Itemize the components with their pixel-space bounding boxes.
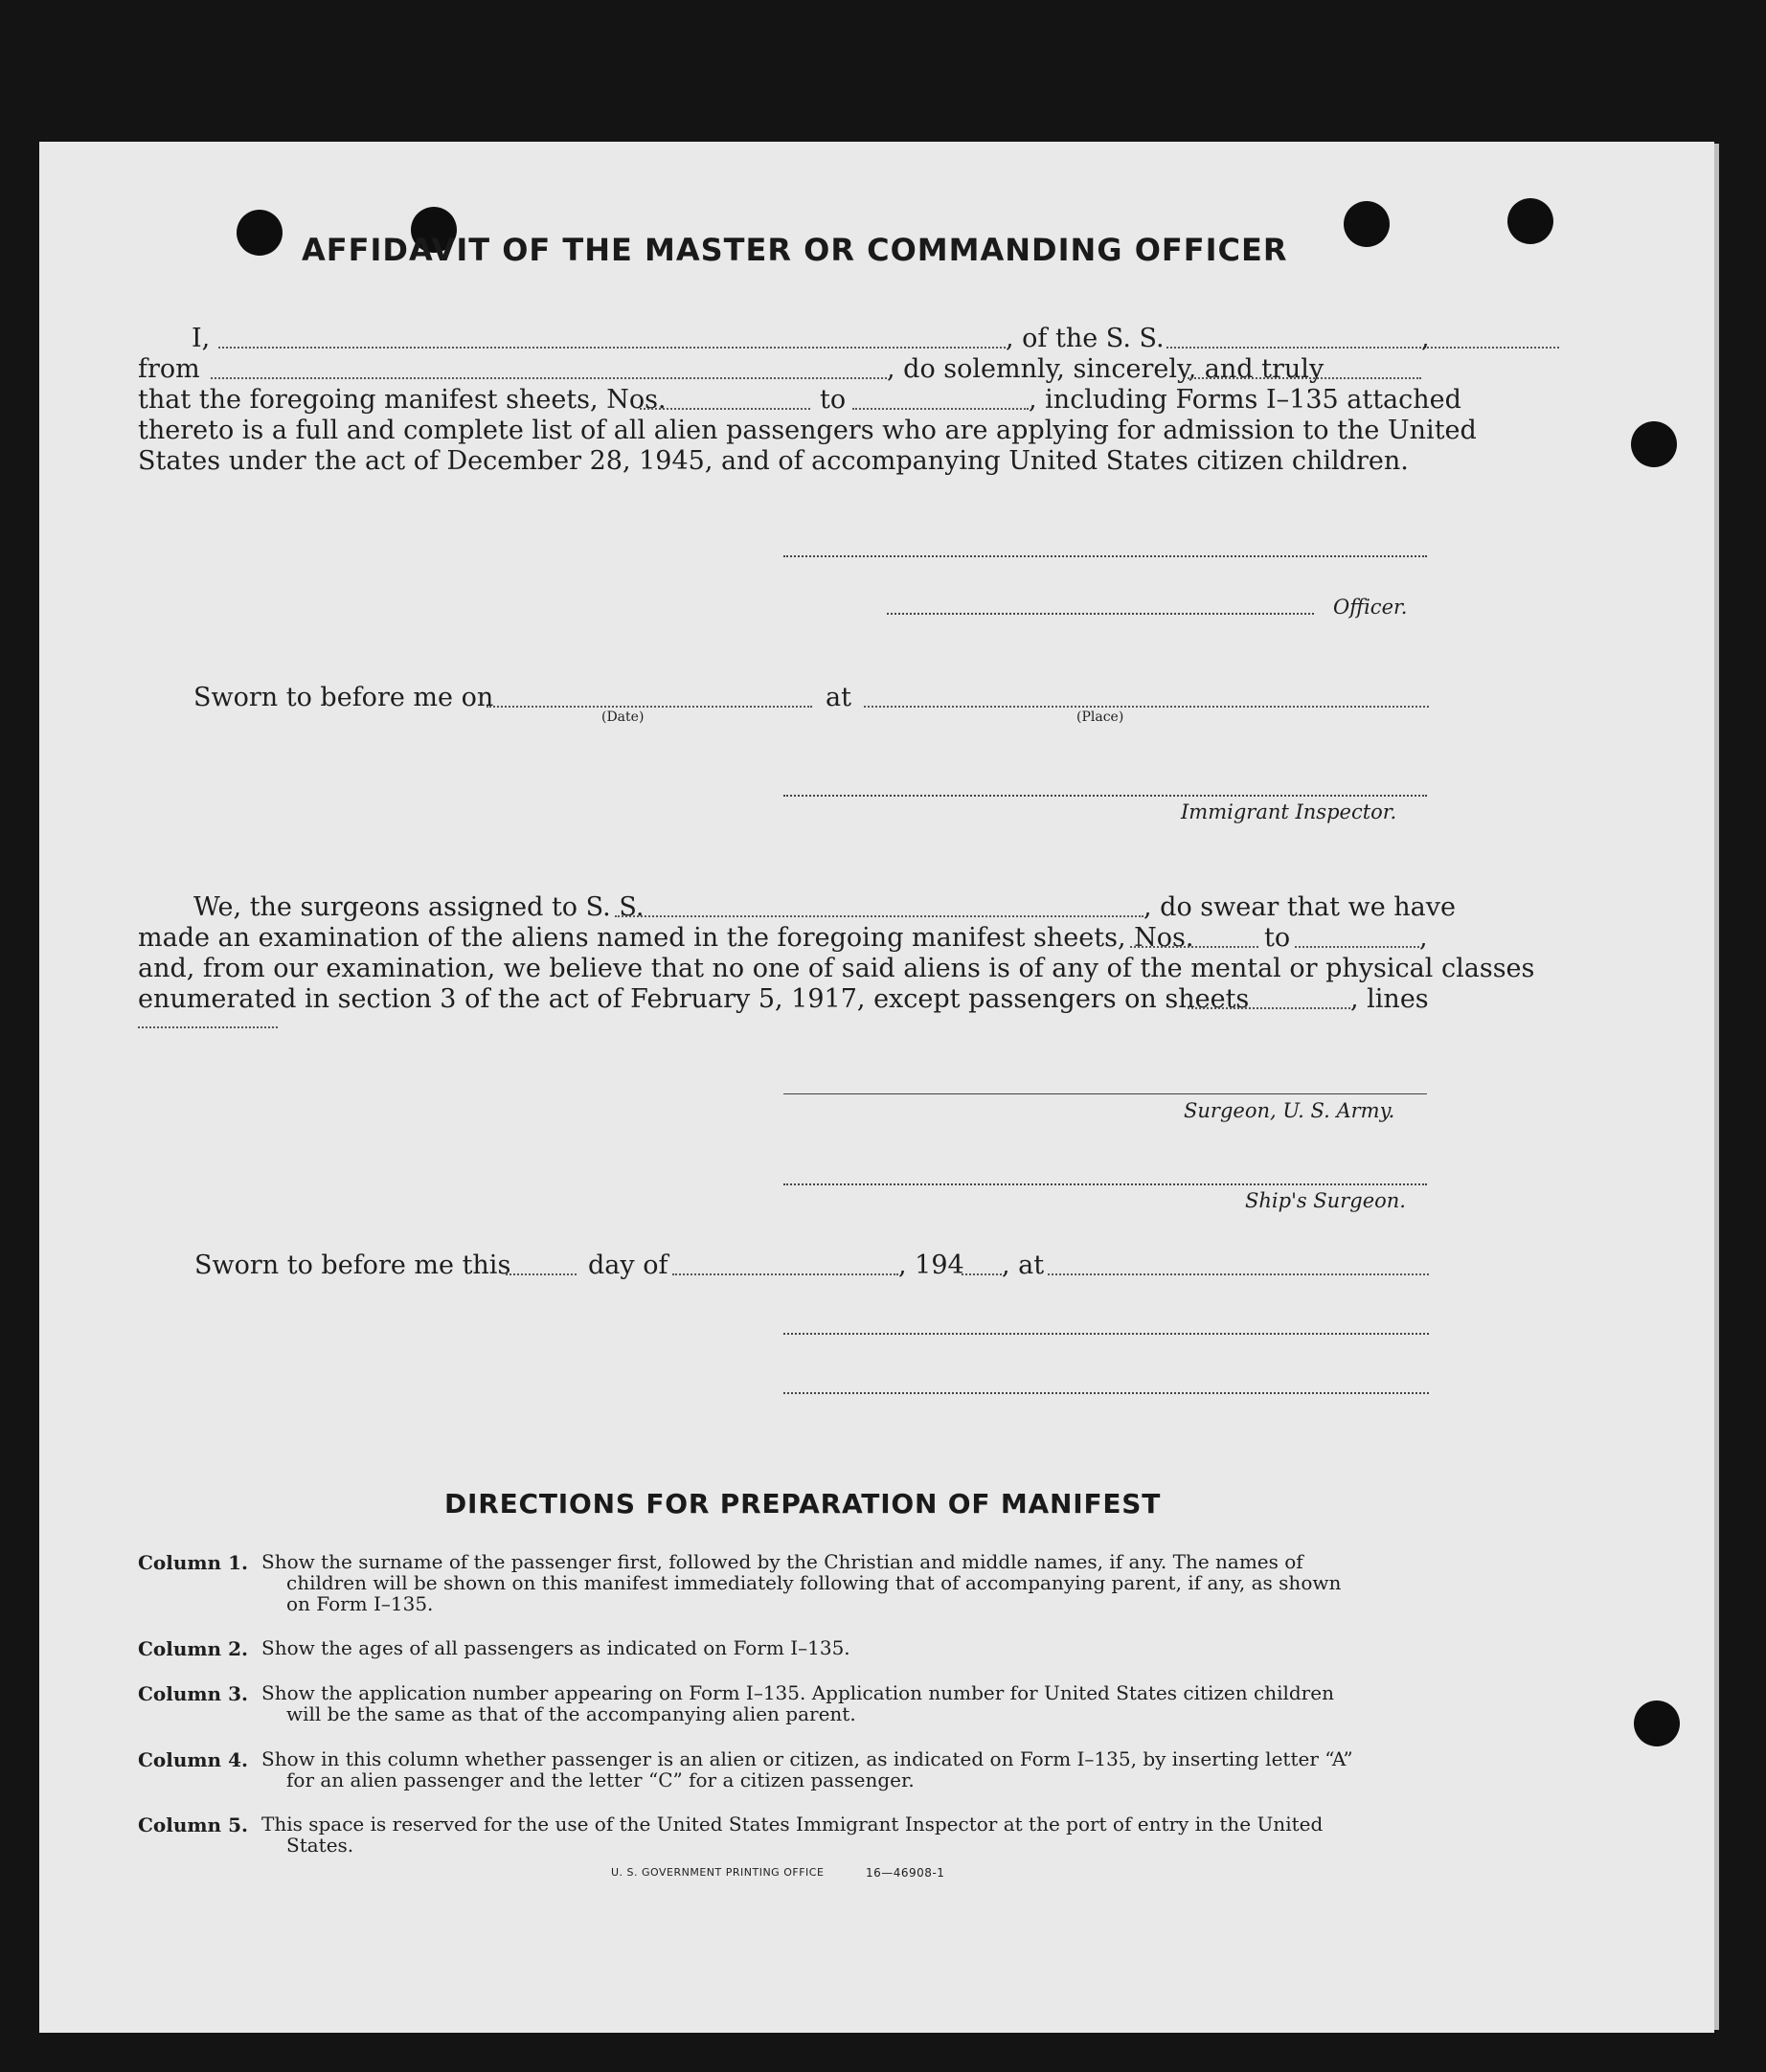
page-edge <box>1714 144 1719 2030</box>
at-text: , at <box>1002 1250 1045 1280</box>
punch-hole <box>1344 201 1390 247</box>
text: Show the ages of all passengers as indicated on Form I–135. <box>261 1636 850 1659</box>
text: We, the surgeons assigned to S. S. <box>193 892 645 922</box>
text: , including Forms I–135 attached <box>1029 385 1461 415</box>
text: from <box>138 354 200 384</box>
surgeons-line-3 <box>138 954 1535 984</box>
text: to <box>820 385 847 415</box>
text: to <box>1264 923 1291 953</box>
column-description <box>261 1813 1435 1856</box>
place-blank <box>1048 1273 1429 1275</box>
text: I, <box>192 324 211 353</box>
army-surgeon-signature-line <box>783 1093 1427 1094</box>
text: , lines <box>1350 984 1429 1014</box>
blank <box>1188 377 1421 379</box>
text: , do swear that we have <box>1143 892 1456 922</box>
place-blank <box>864 706 1429 708</box>
text: States. <box>286 1834 354 1857</box>
lines-blank <box>138 1026 278 1028</box>
date-blank <box>487 706 812 708</box>
sworn-before-text: Sworn to before me on <box>193 683 494 712</box>
sworn-this-text: Sworn to before me this <box>194 1250 511 1280</box>
column-label: Column 5. <box>138 1813 248 1836</box>
text: , of the S. S. <box>1006 324 1165 353</box>
year-blank <box>962 1273 1002 1275</box>
surgeons-line-4 <box>138 984 1431 1015</box>
ship-name-blank <box>615 915 1143 917</box>
column-description <box>261 1682 1435 1724</box>
text: on Form I–135. <box>286 1592 434 1615</box>
punch-hole <box>1634 1700 1680 1746</box>
surgeons-line-5 <box>138 1015 1431 1046</box>
affidavit-line-1 <box>138 324 1431 354</box>
printer-imprint: U. S. GOVERNMENT PRINTING OFFICE <box>611 1866 825 1879</box>
column-description <box>261 1748 1435 1790</box>
name-blank <box>218 347 1006 349</box>
year-text: , 194 <box>898 1250 964 1280</box>
affidavit-line-2 <box>138 354 1431 385</box>
inspector-label: Immigrant Inspector. <box>1181 800 1397 823</box>
text: , <box>1421 324 1430 353</box>
at-text: at <box>826 683 851 712</box>
text: enumerated in section 3 of the act of February 5, 1917, except passengers on sheets <box>138 984 1250 1014</box>
text: Show in this column whether passenger is an alien or citizen, as indicated on Form I–135, by inserting letter “A” <box>261 1747 1353 1770</box>
signature-line <box>783 555 1427 557</box>
text: for an alien passenger and the letter “C” for a citizen passenger. <box>286 1768 915 1791</box>
column-label: Column 1. <box>138 1551 248 1574</box>
officer-label: Officer. <box>1333 596 1408 619</box>
column-label: Column 2. <box>138 1637 248 1660</box>
affidavit-line-3 <box>138 385 1461 416</box>
surgeons-line-2 <box>138 923 1431 954</box>
from-blank <box>211 377 887 379</box>
day-blank <box>506 1273 577 1275</box>
punch-hole <box>237 210 283 256</box>
text: will be the same as that of the accompanying alien parent. <box>286 1702 856 1725</box>
officer-signature-line <box>887 613 1314 615</box>
punch-hole <box>1507 198 1553 244</box>
army-surgeon-label: Surgeon, U. S. Army. <box>1184 1099 1395 1122</box>
text: , do solemnly, sincerely, and truly <box>887 354 1324 384</box>
column-label: Column 4. <box>138 1748 248 1771</box>
directions-title: DIRECTIONS FOR PREPARATION OF MANIFEST <box>444 1488 1162 1520</box>
text: , <box>1419 923 1428 953</box>
affidavit-title: AFFIDAVIT OF THE MASTER OR COMMANDING OFFICER <box>302 232 1288 268</box>
text: Show the surname of the passenger first, followed by the Christian and middle names, if any. The names of <box>261 1550 1303 1573</box>
nos-to-blank <box>852 408 1029 410</box>
signature-line <box>783 1333 1429 1335</box>
column-description <box>261 1551 1435 1614</box>
day-of-text: day of <box>588 1250 668 1280</box>
nos-from-blank <box>640 408 810 410</box>
inspector-signature-line <box>783 795 1427 797</box>
place-label: (Place) <box>1076 709 1124 725</box>
text: that the foregoing manifest sheets, Nos. <box>138 385 667 415</box>
surgeons-paragraph <box>138 892 1535 1046</box>
punch-hole <box>1631 421 1677 467</box>
surgeons-line-1 <box>138 892 1456 923</box>
date-label: (Date) <box>601 709 645 725</box>
text: children will be shown on this manifest immediately following that of accompanying parent, if any, as shown <box>286 1571 1342 1594</box>
ships-surgeon-label: Ship's Surgeon. <box>1245 1189 1406 1212</box>
signature-line <box>783 1392 1429 1394</box>
month-blank <box>672 1273 898 1275</box>
text: and, from our examination, we believe that no one of said aliens is of any of the mental or physical classes <box>138 954 1535 983</box>
text: made an examination of the aliens named in the foregoing manifest sheets, Nos. <box>138 923 1194 953</box>
form-code: 16—46908-1 <box>866 1866 945 1880</box>
sheets-blank <box>1188 1007 1350 1009</box>
ships-surgeon-signature-line <box>783 1183 1427 1185</box>
text: States under the act of December 28, 1945, and of accompanying United States citizen children. <box>138 446 1409 476</box>
affidavit-line-4 <box>138 416 1477 446</box>
column-description <box>261 1637 1435 1658</box>
affidavit-paragraph <box>138 324 1477 477</box>
text: thereto is a full and complete list of all alien passengers who are applying for admission to the United <box>138 416 1477 445</box>
text: Show the application number appearing on Form I–135. Application number for United States citizen children <box>261 1681 1334 1704</box>
column-label: Column 3. <box>138 1682 248 1705</box>
ship-blank <box>1166 347 1559 349</box>
text: This space is reserved for the use of the United States Immigrant Inspector at the port of entry in the United <box>261 1813 1324 1836</box>
nos-to-blank <box>1295 946 1419 948</box>
nos-from-blank <box>1130 946 1258 948</box>
affidavit-line-5 <box>138 446 1431 477</box>
